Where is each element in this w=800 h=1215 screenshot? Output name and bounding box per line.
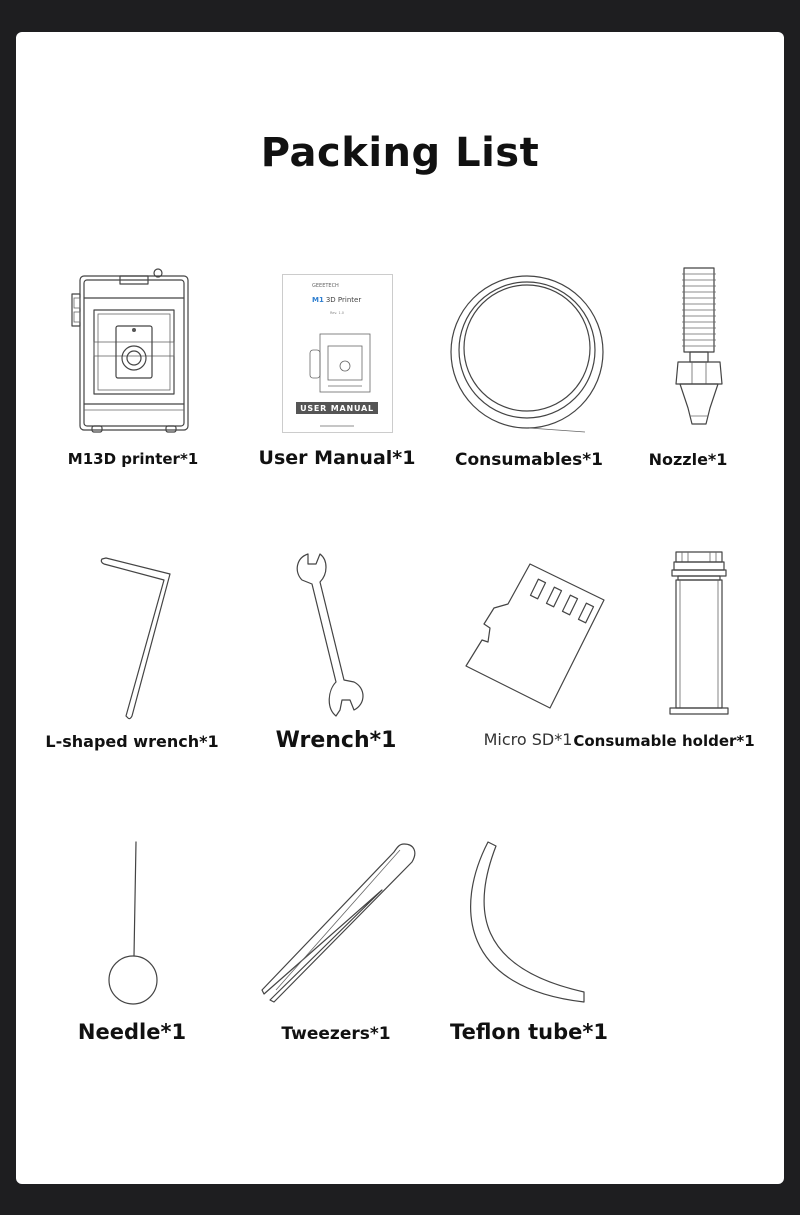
item-label-nozzle: Nozzle*1 xyxy=(648,450,728,469)
item-label-consumables: Consumables*1 xyxy=(454,450,604,470)
nozzle-icon xyxy=(670,266,730,434)
filament-spool-icon xyxy=(447,270,587,436)
item-label-holder: Consumable holder*1 xyxy=(573,732,755,750)
micro-sd-icon xyxy=(460,560,608,712)
item-label-tweezers: Tweezers*1 xyxy=(281,1024,391,1044)
l-wrench-icon xyxy=(98,552,178,724)
manual-model-suffix: 3D Printer xyxy=(325,296,362,304)
manual-banner: USER MANUAL xyxy=(300,404,374,413)
wrench-icon xyxy=(294,550,370,718)
spool-holder-icon xyxy=(668,550,730,718)
needle-icon xyxy=(106,840,162,1006)
page-title: Packing List xyxy=(260,130,540,176)
item-label-printer: M13D printer*1 xyxy=(67,450,199,468)
svg-text:M13D Printer xyxy=(312,296,361,304)
item-label-teflon: Teflon tube*1 xyxy=(450,1020,608,1044)
item-label-manual: User Manual*1 xyxy=(258,447,416,469)
item-label-needle: Needle*1 xyxy=(77,1020,187,1044)
teflon-tube-icon xyxy=(462,838,592,1008)
printer-icon xyxy=(70,268,195,436)
manual-icon xyxy=(282,274,394,434)
manual-model-prefix: M1 xyxy=(312,296,324,304)
item-label-wrench: Wrench*1 xyxy=(275,728,397,753)
manual-version: Rev. 1.0 xyxy=(330,311,345,315)
item-label-l-wrench: L-shaped wrench*1 xyxy=(45,732,219,751)
tweezers-icon xyxy=(258,840,420,1008)
manual-brand: GEEETECH xyxy=(312,283,339,289)
item-label-micro-sd: Micro SD*1 xyxy=(483,730,573,749)
